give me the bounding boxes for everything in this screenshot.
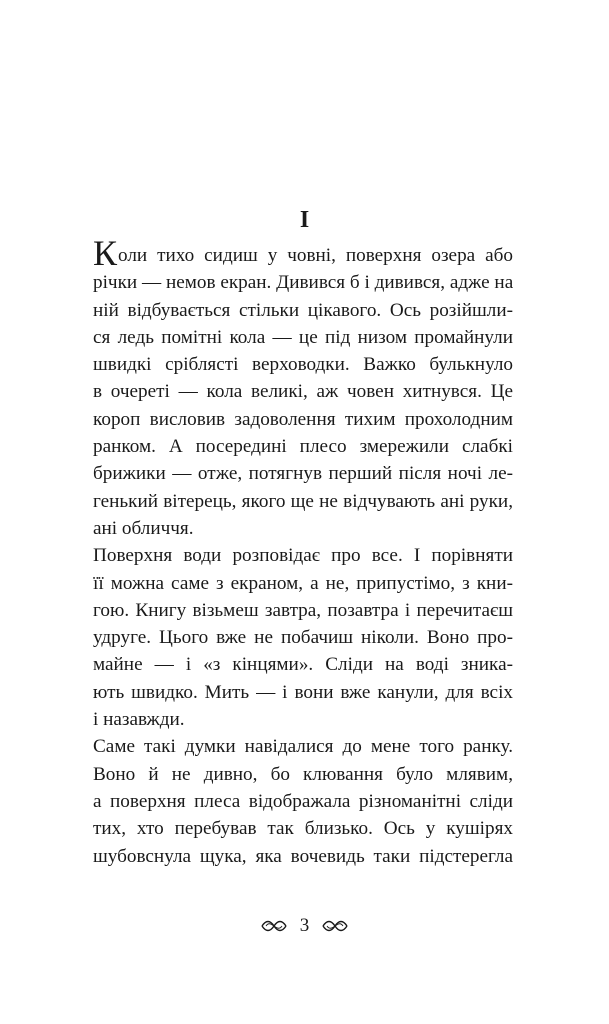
text-line: швидкі сріблясті верховодки. Важко булькнуло: [93, 354, 513, 376]
text-line: брижики — отже, потягнув перший після ночі ле-: [93, 463, 513, 485]
text-line: тих, хто перебував так близько. Ось у кушірях: [93, 818, 513, 840]
text-line: генький вітерець, якого ще не відчувають ані руки,: [93, 490, 513, 512]
text-line: майне — і «з кінцями». Сліди на воді зника-: [93, 654, 513, 676]
text-line: а поверхня плеса відображала різноманітні сліди: [93, 790, 513, 812]
body-text: [93, 233, 514, 870]
paragraph-2: [93, 542, 513, 733]
page-number: 3: [299, 914, 310, 936]
text-line: в очереті — кола великі, аж човен хитнувся. Це: [93, 381, 513, 403]
ornament-right-icon: [322, 919, 348, 933]
ornament-left-icon: [261, 919, 287, 933]
text-line: гою. Книгу візьмеш завтра, позавтра і перечитаєш: [93, 599, 513, 621]
text-line: Саме такі думки навідалися до мене того ранку.: [93, 736, 513, 758]
text-line: ані обличчя.: [93, 517, 194, 539]
chapter-number: I: [299, 207, 310, 233]
text-line: Воно й не дивно, бо клювання було млявим,: [93, 763, 513, 785]
text-line: ній відбувається стільки цікавого. Ось розійшли-: [93, 299, 513, 321]
text-line: ся ледь помітні кола — це під низом промайнули: [93, 326, 513, 348]
page-footer: [0, 913, 609, 938]
paragraph-3: [93, 733, 513, 869]
first-line-rest: оли тихо сидиш у човні, поверхня озера або: [118, 245, 513, 266]
text-line: [93, 233, 513, 273]
drop-cap: К: [93, 233, 118, 273]
text-line: ють швидко. Мить — і вони вже канули, для всіх: [93, 681, 513, 703]
text-line: і назавжди.: [93, 709, 185, 731]
text-line: короп висловив задоволення тихим прохолодним: [93, 408, 513, 430]
text-line: річки — немов екран. Дивився б і дивився, адже на: [93, 272, 514, 294]
text-line: Поверхня води розповідає про все. І порівняти: [93, 545, 513, 567]
paragraph-1: [93, 233, 514, 542]
text-line: ранком. А посередині плесо змережили слабкі: [93, 436, 513, 458]
text-line: удруге. Цього вже не побачиш ніколи. Воно про-: [93, 627, 513, 649]
text-line: її можна саме з екраном, а не, припустімо, з кни-: [93, 572, 513, 594]
text-line: шубовснула щука, яка вочевидь таки підстерегла: [93, 845, 513, 867]
